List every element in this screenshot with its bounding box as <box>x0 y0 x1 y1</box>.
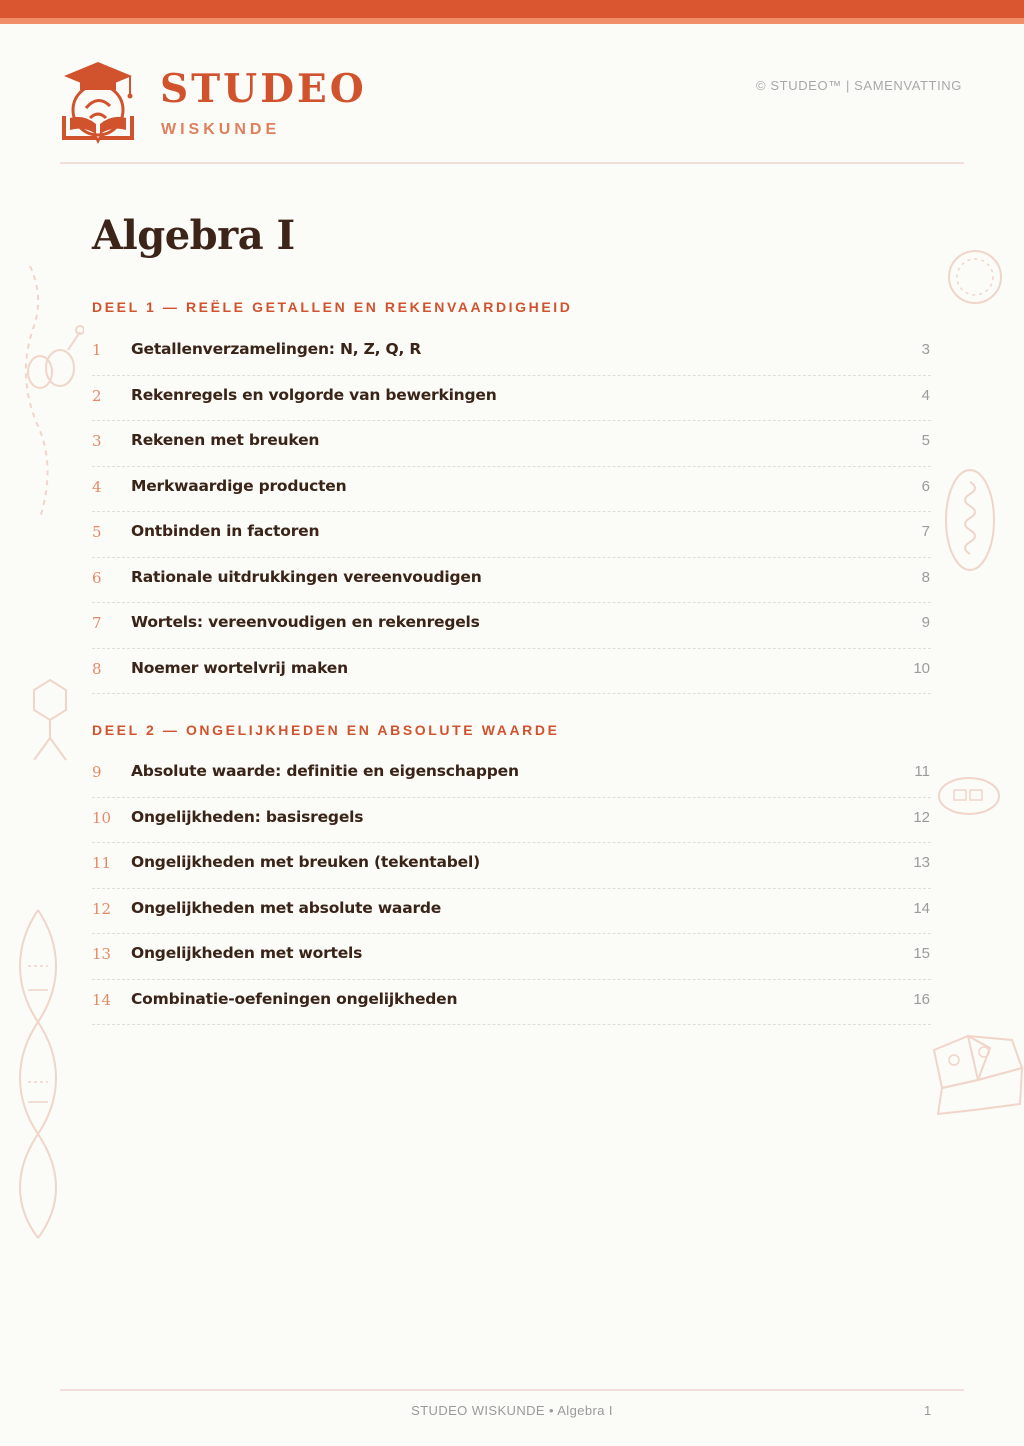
toc-entry[interactable] <box>92 843 931 889</box>
toc-entry[interactable] <box>92 934 931 980</box>
top-accent-bar-light <box>0 18 1024 24</box>
toc-title: Getallenverzamelingen: N, Z, Q, R <box>131 340 422 358</box>
decorative-molecule-icon <box>26 676 76 766</box>
toc-title: Wortels: vereenvoudigen en rekenregels <box>131 613 480 631</box>
copyright-notice: © STUDEO™ | SAMENVATTING <box>756 78 962 93</box>
toc-entry[interactable] <box>92 330 931 376</box>
toc-entry[interactable] <box>92 603 931 649</box>
header-divider <box>60 162 964 164</box>
toc-entry[interactable] <box>92 421 931 467</box>
toc-number: 14 <box>92 990 112 1009</box>
decorative-dna-helix-icon <box>10 906 66 1242</box>
toc-list <box>92 330 931 694</box>
toc-entry[interactable] <box>92 558 931 604</box>
toc-page-number: 7 <box>921 523 930 540</box>
toc-page-number: 6 <box>921 477 930 495</box>
toc-list <box>92 752 931 1025</box>
toc-entry[interactable] <box>92 752 931 798</box>
toc-page-number: 5 <box>921 432 930 449</box>
toc-page-number: 11 <box>914 763 930 780</box>
toc-page-number: 12 <box>913 808 930 826</box>
toc-number: 1 <box>92 341 102 359</box>
toc-number: 4 <box>92 477 102 496</box>
toc-title: Rekenregels en volgorde van bewerkingen <box>131 385 497 404</box>
toc-number: 2 <box>92 386 102 405</box>
graduation-cap-book-icon <box>60 60 136 144</box>
top-accent-bar <box>0 0 1024 18</box>
decorative-cell-icon <box>942 466 998 574</box>
toc-number: 3 <box>92 432 102 450</box>
decorative-cells-icon <box>928 1030 1024 1118</box>
brand-subject: WISKUNDE <box>161 121 281 138</box>
toc-page-number: 13 <box>913 854 930 871</box>
section-heading: DEEL 1 — REËLE GETALLEN EN REKENVAARDIGHEID <box>92 299 573 315</box>
page-title: Algebra I <box>92 212 295 259</box>
toc-page-number: 8 <box>921 568 930 586</box>
toc-title: Combinatie-oefeningen ongelijkheden <box>131 989 458 1008</box>
toc-title: Ongelijkheden met absolute waarde <box>131 898 442 917</box>
footer-page-number: 1 <box>924 1403 932 1418</box>
toc-page-number: 9 <box>921 614 930 631</box>
toc-page-number: 15 <box>913 945 930 962</box>
toc-number: 11 <box>92 854 112 872</box>
toc-page-number: 14 <box>913 899 930 917</box>
decorative-circle-icon <box>946 248 1004 306</box>
toc-number: 10 <box>92 808 112 827</box>
toc-number: 12 <box>92 899 112 918</box>
toc-entry[interactable] <box>92 980 931 1026</box>
footer-divider <box>60 1389 964 1391</box>
toc-title: Ongelijkheden met breuken (tekentabel) <box>131 853 480 871</box>
toc-number: 13 <box>92 945 112 963</box>
toc-title: Rationale uitdrukkingen vereenvoudigen <box>131 567 482 586</box>
toc-title: Merkwaardige producten <box>131 476 347 495</box>
toc-entry[interactable] <box>92 798 931 844</box>
toc-page-number: 4 <box>921 386 930 404</box>
toc-title: Noemer wortelvrij maken <box>131 658 348 677</box>
page-header <box>60 58 964 148</box>
toc-number: 8 <box>92 659 102 678</box>
footer-title: STUDEO WISKUNDE • Algebra I <box>411 1403 613 1418</box>
toc-page-number: 16 <box>913 990 930 1008</box>
toc-entry[interactable] <box>92 467 931 513</box>
toc-entry[interactable] <box>92 376 931 422</box>
toc-page-number: 3 <box>921 341 930 358</box>
toc-entry[interactable] <box>92 649 931 695</box>
brand-name: STUDEO <box>160 66 367 112</box>
toc-number: 6 <box>92 568 102 587</box>
toc-title: Absolute waarde: definitie en eigenschappen <box>131 762 519 780</box>
toc-entry[interactable] <box>92 512 931 558</box>
toc-title: Rekenen met breuken <box>131 431 320 449</box>
toc-title: Ongelijkheden met wortels <box>131 944 363 962</box>
toc-title: Ontbinden in factoren <box>131 522 320 540</box>
toc-page-number: 10 <box>913 659 930 677</box>
decorative-squiggle-icon <box>14 262 84 522</box>
section-heading: DEEL 2 — ONGELIJKHEDEN EN ABSOLUTE WAARDE <box>92 722 560 738</box>
toc-number: 9 <box>92 763 102 781</box>
toc-number: 7 <box>92 614 102 632</box>
toc-title: Ongelijkheden: basisregels <box>131 807 364 826</box>
toc-entry[interactable] <box>92 889 931 935</box>
decorative-capsule-icon <box>936 774 1002 818</box>
toc-number: 5 <box>92 523 102 541</box>
